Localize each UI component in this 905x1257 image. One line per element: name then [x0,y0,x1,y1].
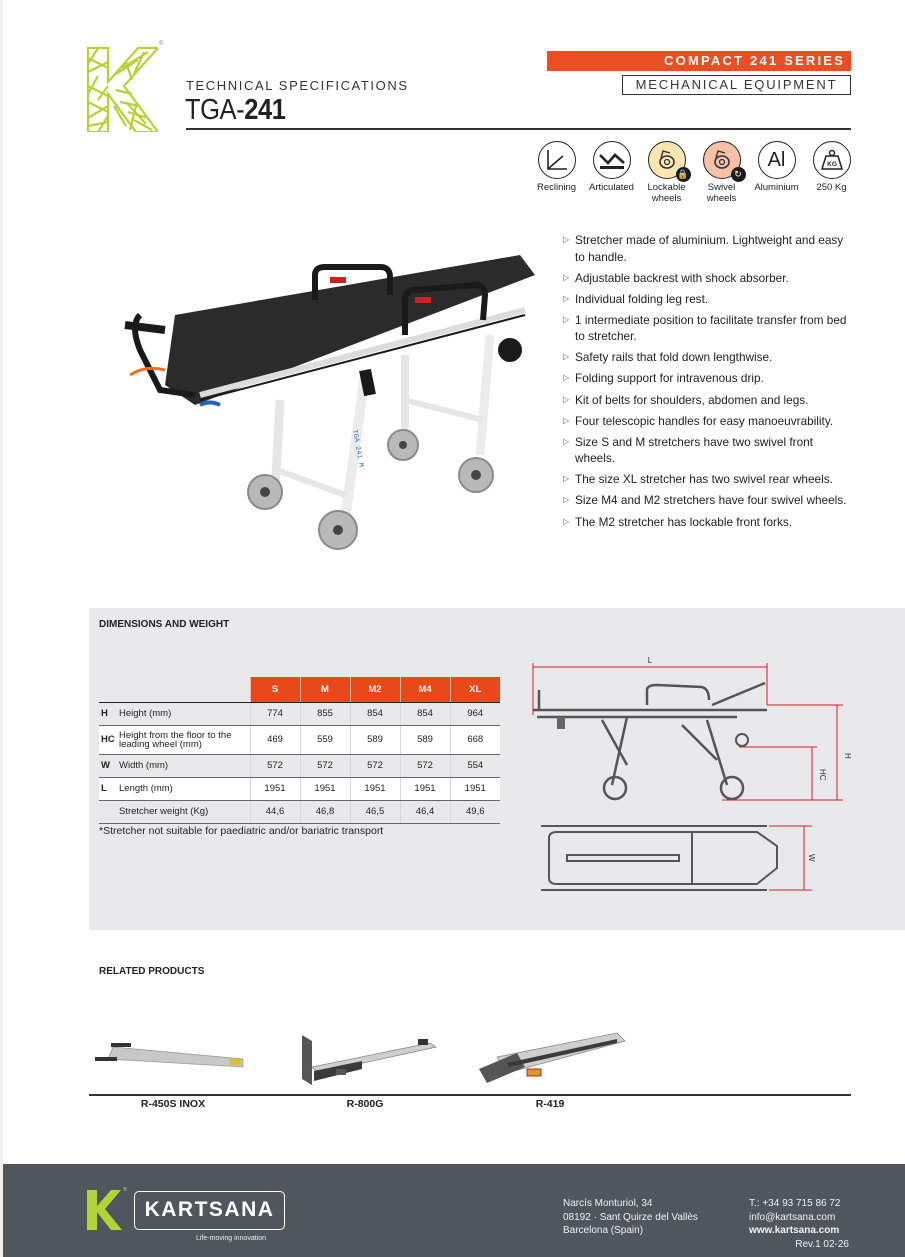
row-label: Stretcher weight (Kg) [119,805,209,817]
wheel-height-label: HC [818,769,827,781]
table-cell: 572 [400,754,450,777]
related-product-name: R-800G [346,1098,384,1110]
feature-bullet-list [563,232,853,535]
dimension-code: HC [101,734,115,745]
model-number: 241 [244,94,286,126]
feature-max-load [804,141,859,204]
table-cell: 855 [300,702,350,725]
table-cell: 554 [450,754,500,777]
footer-contact [749,1197,849,1251]
footer-revision: Rev.1 02-26 [795,1238,849,1250]
footer-email-link[interactable]: info@kartsana.com [749,1211,836,1223]
table-row [99,725,500,754]
table-row [99,800,500,823]
rotate-icon: ↻ [731,167,746,182]
related-title: RELATED PRODUCTS [99,966,205,977]
table-row [99,754,500,777]
feature-reclining [529,141,584,204]
size-header: XL [450,677,500,702]
table-cell: 572 [250,754,300,777]
stretcher-product-image [105,255,545,560]
feature-label: Articulated [589,182,634,193]
table-cell: 1951 [450,777,500,800]
aluminium-icon [758,141,796,179]
table-cell: 854 [400,702,450,725]
size-header: M [300,677,350,702]
stretcher-top-outline [541,826,777,890]
document-subtitle: TECHNICAL SPECIFICATIONS [186,78,409,93]
table-cell: 44,6 [250,800,300,823]
table-cell: 964 [450,702,500,725]
top-view-diagram [527,818,857,896]
footer-website-link[interactable]: www.kartsana.com [749,1225,840,1236]
svg-text:TGA 241 M: TGA 241 M [350,429,365,468]
bullet-item: ▷ Adjustable backrest with shock absorber. [563,270,853,287]
row-label: Length (mm) [119,782,173,794]
row-label: Height from the floor to the leading wheel (mm) [119,729,232,750]
table-cell: 49,6 [450,800,500,823]
feature-articulated [584,141,639,204]
table-cell: 469 [250,725,300,754]
diagram-wheel [736,734,748,746]
page-edge [0,0,3,1257]
address-line: Narcís Monturiol, 34 [563,1198,653,1209]
size-header: M4 [400,677,450,702]
diagram-wheel [721,777,743,799]
aluminium-glyph: Al [767,148,786,171]
dimensions-title: DIMENSIONS AND WEIGHT [99,619,230,630]
table-cell: 774 [250,702,300,725]
articulated-icon [593,141,631,179]
bullet-item: ▷ Size S and M stretchers have two swivel front wheels. [563,434,853,467]
reclining-icon [538,141,576,179]
feature-swivel-wheels [694,141,749,204]
related-product-name: R-450S INOX [140,1098,206,1110]
svg-text:KG: KG [826,161,837,168]
table-cell: 46,8 [300,800,350,823]
related-product-name: R-419 [535,1098,565,1110]
model-prefix: TGA- [185,94,245,126]
feature-aluminium [749,141,804,204]
table-cell: 46,5 [350,800,400,823]
related-product-image [93,1037,253,1073]
series-badge: COMPACT 241 SERIES [547,51,851,71]
table-header-row [99,677,500,702]
kartsana-k-logo [86,46,158,132]
bullet-item: ▷ Stretcher made of aluminium. Lightweight and easy to handle. [563,232,853,265]
bullet-item: ▷ Individual folding leg rest. [563,291,853,308]
header-divider [186,128,851,130]
address-line: 08192 · Sant Quirze del Vallès [563,1211,698,1223]
table-cell: 589 [400,725,450,754]
address-line: Barcelona (Spain) [563,1225,644,1236]
table-row [99,702,500,725]
table-cell: 572 [350,754,400,777]
diagram-wheel [604,777,626,799]
footer-tagline: Life-moving innovation [196,1235,267,1242]
leg [480,335,490,455]
table-cell: 589 [350,725,400,754]
table-cell: 559 [300,725,350,754]
side-view-diagram [527,655,857,805]
height-label: H [843,753,852,759]
table-corner [99,677,250,702]
feature-label: Reclining [536,182,577,193]
table-cell: 668 [450,725,500,754]
footer-phone: T.: +34 93 715 86 72 [749,1198,841,1209]
footer-address [563,1197,698,1238]
table-cell: 1951 [400,777,450,800]
bullet-item: ▷ Folding support for intravenous drip. [563,370,853,387]
stretcher-outline [533,683,767,785]
table-row [99,777,500,800]
lock-icon: 🔒 [676,167,691,182]
bullet-item: ▷ Kit of belts for shoulders, abdomen and legs. [563,392,853,409]
bullet-item: ▷ Four telescopic handles for easy manoeuvrability. [563,413,853,430]
row-label: Width (mm) [119,759,169,771]
bullet-item: ▷ The M2 stretcher has lockable front forks. [563,514,853,531]
lockable-wheels-icon [648,141,689,179]
footer-brand-name: KARTSANA [134,1191,285,1230]
table-cell: 1951 [250,777,300,800]
table-cell: 572 [300,754,350,777]
feature-label: Aluminium [754,182,799,193]
footer-k-logo [87,1190,123,1230]
weight-icon [813,141,851,179]
dimension-code: H [101,707,108,719]
size-header: M2 [350,677,400,702]
category-badge: MECHANICAL EQUIPMENT [622,75,851,95]
table-cell: 46,4 [400,800,450,823]
footer-registered-mark: ® [123,1187,127,1193]
bullet-item: ▷ The size XL stretcher has two swivel rear wheels. [563,471,853,488]
related-divider [89,1094,851,1096]
related-product-image [300,1033,440,1085]
related-product-image [477,1027,627,1085]
feature-lockable-wheels [639,141,694,204]
length-label: L [647,656,653,665]
registered-mark: ® [159,41,164,47]
swivel-wheels-icon [703,141,741,179]
dimension-code: L [101,782,107,794]
table-cell: 1951 [350,777,400,800]
dimension-code: W [101,759,110,771]
table-cell: 854 [350,702,400,725]
dimensions-table [99,677,500,824]
width-label: W [807,854,816,862]
bullet-item: ▷ Size M4 and M2 stretchers have four swivel wheels. [563,492,853,509]
bullet-item: ▷ 1 intermediate position to facilitate transfer from bed to stretcher. [563,312,853,345]
feature-label: Lockable wheels [647,182,686,204]
stretcher-platform [165,255,535,405]
feature-label: 250 Kg [816,182,847,193]
dimensions-footnote: *Stretcher not suitable for paediatric and/or bariatric transport [99,825,384,837]
bullet-item: ▷ Safety rails that fold down lengthwise. [563,349,853,366]
feature-label: Swivel wheels [706,182,737,204]
size-header: S [250,677,300,702]
feature-icons [529,141,859,204]
model-title [185,94,285,127]
table-cell: 1951 [300,777,350,800]
row-label: Height (mm) [119,707,172,719]
